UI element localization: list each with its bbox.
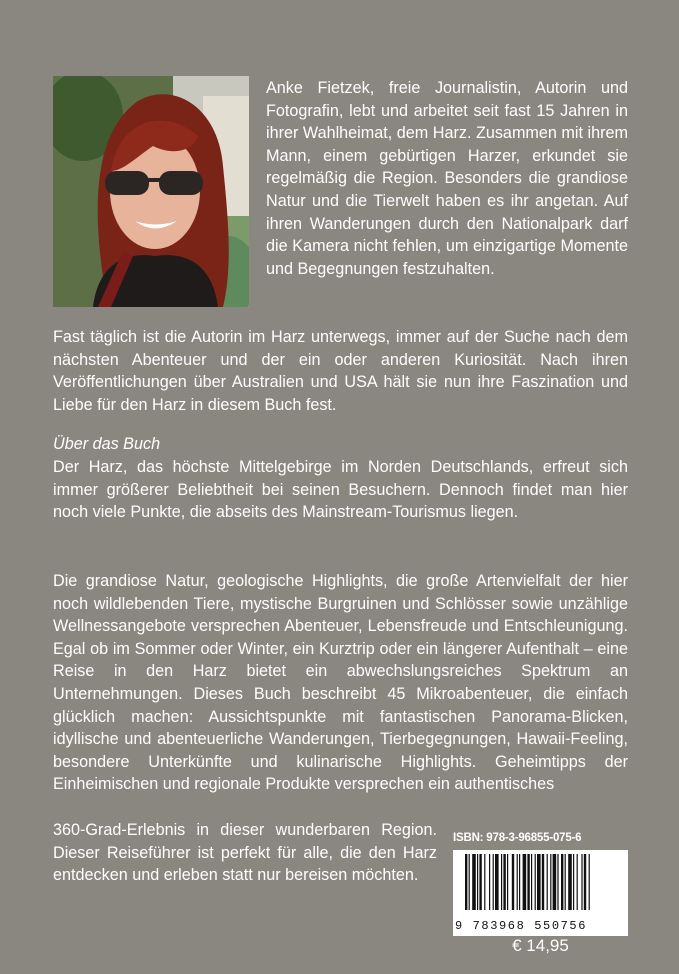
barcode-bar [547,854,548,910]
barcode-bar [568,854,572,910]
barcode-bar [495,854,499,910]
barcode-bar [553,854,557,910]
barcode-bar [503,854,505,910]
author-bio-intro: Anke Fietzek, freie Journalistin, Autorin und Fotografin, lebt und arbeitet seit fast 15 Jahren in ihrer Wahlheimat, dem Harz. Zusammen mit ihrem Mann, einem gebürtigen Harzer, erkundet sie regelmäßig die Region. Besonders die grandiose Natur und die Tierwelt haben es ihr angetan. Auf ihren Wanderungen durch den Nationalpark darf die Kamera nicht fehlen, um einzigartige Momente und Begegnungen festzuhalten. [266,79,628,278]
barcode-bar [557,854,558,910]
barcode-bar [465,854,467,910]
barcode-bar [550,854,551,910]
isbn-barcode-block [453,822,628,940]
barcode-bar [507,854,508,910]
barcode-bar [531,854,532,910]
barcode-bar [542,854,544,910]
barcode-bar [535,854,536,910]
barcode [453,850,628,936]
author-portrait-image [53,76,249,307]
barcode-bar [479,854,481,910]
author-photo [53,76,249,307]
author-bio-continued: Fast täglich ist die Autorin im Harz unterwegs, immer auf der Suche nach dem nächsten Abenteuer und der ein oder anderen Kuriosität. Nach ihren Veröffentlichungen über Australien und USA hält sie nun ihre Faszination und Liebe für den Harz in diesem Buch fest. [53,328,628,414]
about-book-paragraph-2: Die grandiose Natur, geologische Highlights, die große Artenvielfalt der hier noch wildlebenden Tiere, mystische Burgruinen und Schlösser sowie unzählige Wellnessangebote versprechen Abenteuer, Lebensfreude und Entschleunigung. Egal ob im Sommer oder Winter, ein Kurztrip oder ein längerer Aufenthalt – eine Reise in den Harz bietet ein abwechslungsreiches Spektrum an Unternehmungen. Dieses Buch beschreibt 45 Mikroabenteuer, die einfach glücklich machen: Aussichtspunkte mit fantastischen Panorama-Blicken, idyllische und abenteuerliche Wanderungen, Tierbegegnungen, Hawaii-Feeling, besondere Unterkünfte und kulinarische Highlights. Geheimtipps der Einheimischen und regionale Produkte versprechen ein authentisches [53,572,628,794]
barcode-bar [469,854,470,910]
price-label: € 14,95 [512,936,569,955]
about-book-paragraph-1: Der Harz, das höchste Mittelgebirge im Norden Deutschlands, erfreut sich immer größerer Beliebtheit bei seinen Besuchern. Dennoch findet man hier noch viele Punkte, die abseits des Mainstream-Tourismus liegen. [53,458,628,522]
barcode-bar [523,854,527,910]
about-book-paragraph-3: 360-Grad-Erlebnis in dieser wunderbaren Region. Dieser Reiseführer ist perfekt für alle, die den Harz entdecken und erleben statt nur bereisen möchten. [53,821,437,885]
barcode-bar [581,854,582,910]
barcode-bars-icon [453,850,628,920]
barcode-bar [573,854,574,910]
barcode-bar [527,854,529,910]
barcode-bar [477,854,478,910]
barcode-bar [517,854,518,910]
barcode-bar [519,854,520,910]
barcode-bar [501,854,502,910]
about-book-heading: Über das Buch [53,435,161,453]
barcode-bar [584,854,586,910]
barcode-bar [484,854,485,910]
barcode-bar [472,854,476,910]
barcode-bar [565,854,566,910]
barcode-bar [493,854,494,910]
barcode-bar [561,854,563,910]
barcode-bar [537,854,541,910]
barcode-bar [512,854,514,910]
barcode-bar [577,854,578,910]
barcode-bar [589,854,590,910]
barcode-digits: 9 783968 550756 [455,919,588,933]
barcode-bar [489,854,490,910]
isbn-label: ISBN: 978-3-96855-075-6 [453,832,582,844]
